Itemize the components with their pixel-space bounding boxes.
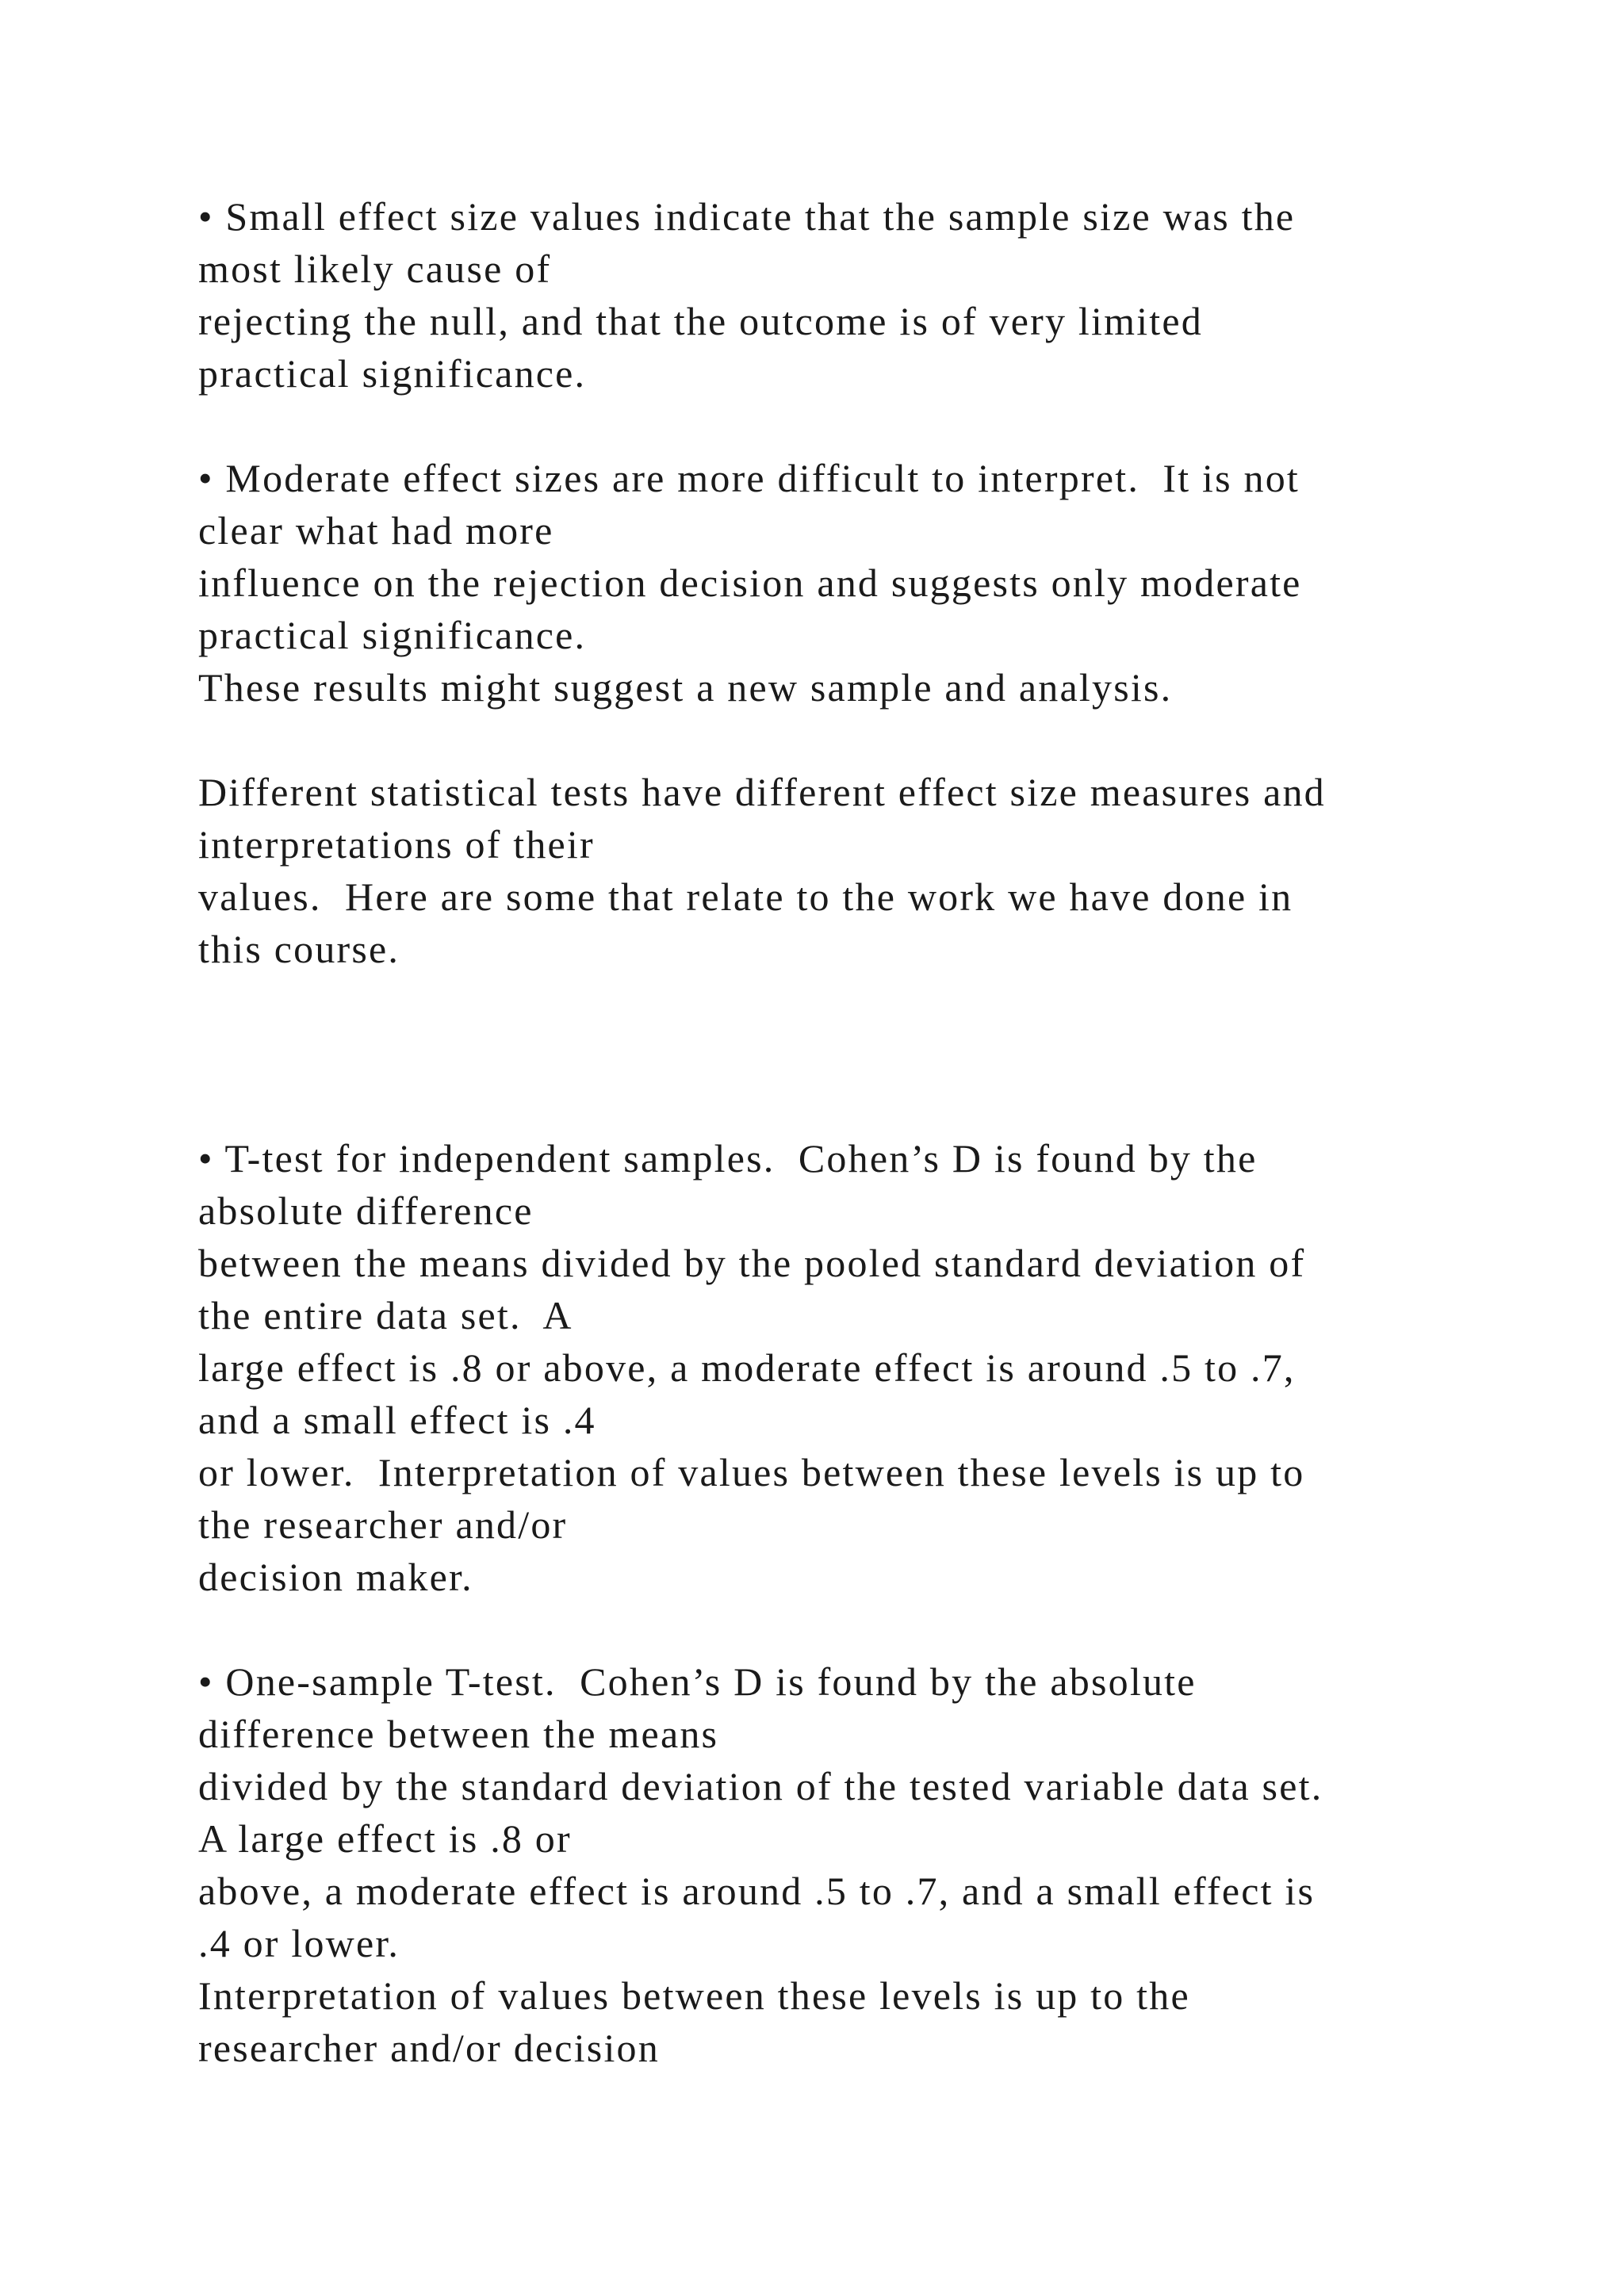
text-line: clear what had more [198,508,554,553]
text-line: A large effect is .8 or [198,1816,572,1861]
text-line: this course. [198,927,400,971]
text-line: large effect is .8 or above, a moderate effect is around .5 to .7, [198,1345,1296,1390]
text-line: interpretations of their [198,822,595,867]
document-body [198,190,1546,2074]
text-line: between the means divided by the pooled standard deviation of [198,1241,1306,1285]
paragraph-spacer [198,975,1546,1027]
paragraph-spacer [198,1027,1546,1080]
paragraph-spacer [198,1080,1546,1132]
text-line: Interpretation of values between these levels is up to the [198,1973,1190,2018]
text-line: practical significance. [198,351,587,396]
paragraph-small-effect [198,190,1546,400]
text-line: absolute difference [198,1188,534,1233]
text-line: values. Here are some that relate to the work we have done in [198,874,1293,919]
text-line: • Moderate effect sizes are more difficult to interpret. It is not [198,456,1300,500]
text-line: divided by the standard deviation of the tested variable data set. [198,1764,1323,1808]
text-line: and a small effect is .4 [198,1398,596,1442]
text-line: rejecting the null, and that the outcome is of very limited [198,299,1203,343]
paragraph-different-tests [198,766,1546,975]
text-line: • Small effect size values indicate that the sample size was the [198,194,1296,239]
paragraph-spacer [198,714,1546,766]
text-line: decision maker. [198,1555,473,1599]
text-line: practical significance. [198,613,587,657]
text-line: .4 or lower. [198,1921,400,1965]
text-line: • One-sample T-test. Cohen’s D is found by the absolute [198,1659,1197,1704]
text-line: above, a moderate effect is around .5 to .7, and a small effect is [198,1869,1316,1913]
text-line: most likely cause of [198,247,552,291]
text-line: These results might suggest a new sample and analysis. [198,665,1173,710]
text-line: Different statistical tests have different effect size measures and [198,770,1326,814]
text-line: difference between the means [198,1712,719,1756]
paragraph-one-sample-ttest [198,1655,1546,2074]
text-line: researcher and/or decision [198,2026,660,2070]
text-line: influence on the rejection decision and suggests only moderate [198,561,1302,605]
paragraph-moderate-effect [198,452,1546,714]
paragraph-ttest-independent [198,1132,1546,1603]
text-line: the researcher and/or [198,1502,568,1547]
text-line: • T-test for independent samples. Cohen’s D is found by the [198,1136,1258,1181]
paragraph-spacer [198,400,1546,452]
paragraph-spacer [198,1603,1546,1655]
text-line: the entire data set. A [198,1293,573,1337]
text-line: or lower. Interpretation of values between these levels is up to [198,1450,1305,1494]
